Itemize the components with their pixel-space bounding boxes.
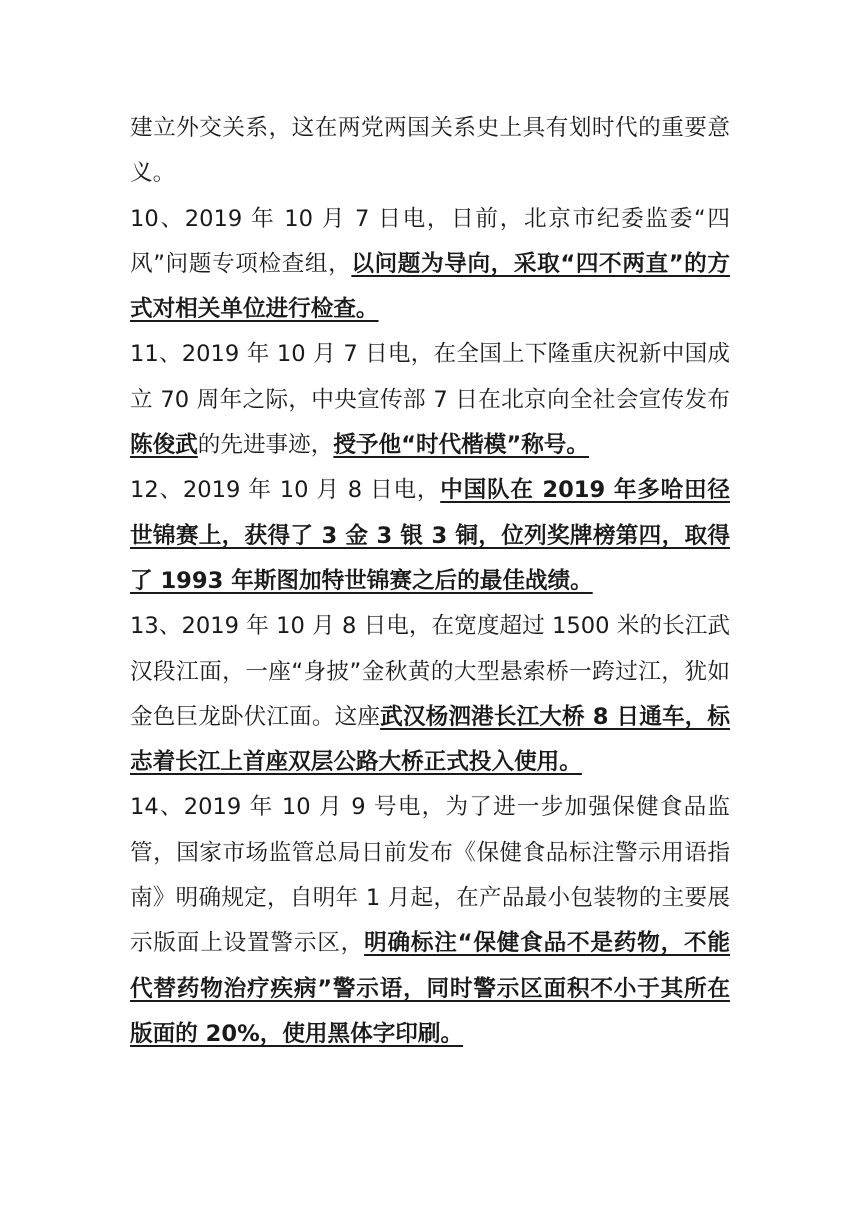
- paragraph-text: 建立外交关系，这在两党两国关系史上具有划时代的重要意义。: [130, 115, 730, 187]
- news-item-14: [130, 785, 730, 1057]
- key-point-text: 明确标注“保健食品不是药物，不能代替药物治疗疾病”警示语，同时警示区面积不小于其所在版面的 20%，使用黑体字印刷。: [130, 930, 730, 1047]
- paragraph-continuation: [130, 106, 730, 197]
- key-point-text: 武汉杨泗港长江大桥 8 日通车，标志着长江上首座双层公路大桥正式投入使用。: [130, 703, 731, 776]
- key-point-text: 以问题为导向，采取“四不两直”的方式对相关单位进行检查。: [130, 250, 730, 323]
- paragraph-text: 13、2019 年 10 月 8 日电，在宽度超过 1500 米的长江武汉段江面，一座“身披”金秋黄的大型悬索桥一跨过江，犹如金色巨龙卧伏江面。这座: [130, 613, 730, 730]
- news-item-13: [130, 604, 730, 785]
- key-point-text: 授予他“时代楷模”称号。: [333, 432, 589, 459]
- paragraph-text: 12、2019 年 10 月 8 日电，: [130, 477, 441, 504]
- key-name-text: 陈俊武: [130, 432, 198, 459]
- document-body: [130, 106, 730, 1057]
- paragraph-text: 14、2019 年 10 月 9 号电，为了进一步加强保健食品监管，国家市场监管总局日前发布《保健食品标注警示用语指南》明确规定，自明年 1 月起，在产品最小包装物的主要展示版面上设置警示区，: [130, 794, 730, 957]
- paragraph-text: 的先进事迹，: [197, 432, 334, 459]
- news-item-12: [130, 468, 730, 604]
- news-item-11: [130, 332, 730, 468]
- paragraph-text: 10、2019 年 10 月 7 日电，日前，北京市纪委监委“四风”问题专项检查组，: [130, 205, 730, 277]
- key-point-text: 中国队在 2019 年多哈田径世锦赛上，获得了 3 金 3 银 3 铜，位列奖牌榜第四，取得了 1993 年斯图加特世锦赛之后的最佳战绩。: [130, 477, 730, 594]
- paragraph-text: 11、2019 年 10 月 7 日电，在全国上下隆重庆祝新中国成立 70 周年之际，中央宣传部 7 日在北京向全社会宣传发布: [130, 341, 730, 413]
- news-item-10: [130, 197, 730, 333]
